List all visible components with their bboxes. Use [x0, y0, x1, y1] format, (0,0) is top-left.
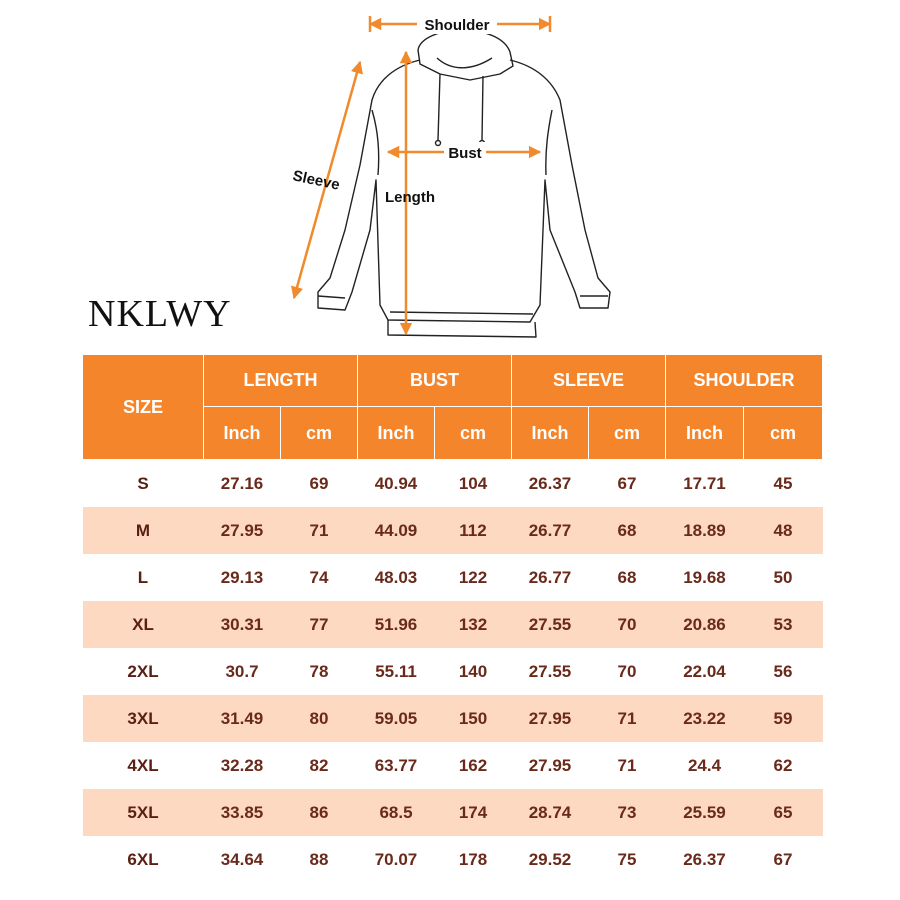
shoulder-inch-cell: 26.37: [666, 836, 744, 883]
length-inch-cell: 34.64: [204, 836, 281, 883]
shoulder-cm-cell: 45: [744, 460, 823, 508]
bust-cm-cell: 174: [435, 789, 512, 836]
sleeve-inch-cell: 27.95: [512, 695, 589, 742]
bust-inch-header: Inch: [358, 407, 435, 460]
size-cell: L: [83, 554, 204, 601]
table-row: [83, 554, 823, 601]
sleeve-cm-cell: 71: [589, 695, 666, 742]
size-cell: 3XL: [83, 695, 204, 742]
sleeve-inch-header: Inch: [512, 407, 589, 460]
table-row: [83, 460, 823, 508]
length-inch-cell: 32.28: [204, 742, 281, 789]
length-inch-cell: 29.13: [204, 554, 281, 601]
table-row: [83, 695, 823, 742]
length-cm-cell: 78: [281, 648, 358, 695]
sleeve-cm-cell: 75: [589, 836, 666, 883]
length-label: Length: [385, 189, 435, 206]
sleeve-cm-cell: 67: [589, 460, 666, 508]
bust-cm-cell: 112: [435, 507, 512, 554]
table-row: [83, 742, 823, 789]
bust-label: Bust: [448, 145, 482, 162]
shoulder-inch-cell: 17.71: [666, 460, 744, 508]
bust-cm-cell: 178: [435, 836, 512, 883]
shoulder-cm-cell: 62: [744, 742, 823, 789]
sleeve-label: Sleeve: [291, 167, 342, 194]
size-column-header: SIZE: [83, 355, 204, 460]
brand-logo-text: NKLWY: [88, 293, 232, 335]
shoulder-inch-header: Inch: [666, 407, 744, 460]
bust-inch-cell: 51.96: [358, 601, 435, 648]
sleeve-cm-cell: 71: [589, 742, 666, 789]
table-row: [83, 601, 823, 648]
length-inch-cell: 27.95: [204, 507, 281, 554]
length-cm-cell: 80: [281, 695, 358, 742]
length-cm-cell: 82: [281, 742, 358, 789]
length-cm-cell: 69: [281, 460, 358, 508]
shoulder-cm-cell: 48: [744, 507, 823, 554]
bust-cm-cell: 132: [435, 601, 512, 648]
shoulder-cm-cell: 50: [744, 554, 823, 601]
size-chart-table: [82, 354, 823, 883]
shoulder-inch-cell: 22.04: [666, 648, 744, 695]
length-inch-cell: 27.16: [204, 460, 281, 508]
shoulder-group-header: SHOULDER: [666, 355, 823, 407]
length-inch-cell: 30.31: [204, 601, 281, 648]
length-inch-cell: 33.85: [204, 789, 281, 836]
sleeve-inch-cell: 26.77: [512, 554, 589, 601]
table-header-group-row: [83, 355, 823, 407]
bust-cm-cell: 104: [435, 460, 512, 508]
length-cm-cell: 71: [281, 507, 358, 554]
sleeve-inch-cell: 27.95: [512, 742, 589, 789]
shoulder-inch-cell: 18.89: [666, 507, 744, 554]
bust-inch-cell: 70.07: [358, 836, 435, 883]
sleeve-group-header: SLEEVE: [512, 355, 666, 407]
shoulder-cm-cell: 65: [744, 789, 823, 836]
bust-group-header: BUST: [358, 355, 512, 407]
shoulder-inch-cell: 25.59: [666, 789, 744, 836]
length-group-header: LENGTH: [204, 355, 358, 407]
sleeve-cm-cell: 70: [589, 601, 666, 648]
length-cm-header: cm: [281, 407, 358, 460]
sleeve-inch-cell: 26.37: [512, 460, 589, 508]
size-cell: 5XL: [83, 789, 204, 836]
size-cell: XL: [83, 601, 204, 648]
hoodie-outline: [318, 30, 610, 337]
size-rows: [83, 460, 823, 884]
sleeve-inch-cell: 29.52: [512, 836, 589, 883]
bust-inch-cell: 55.11: [358, 648, 435, 695]
bust-inch-cell: 68.5: [358, 789, 435, 836]
bust-inch-cell: 40.94: [358, 460, 435, 508]
length-cm-cell: 77: [281, 601, 358, 648]
shoulder-inch-cell: 23.22: [666, 695, 744, 742]
table-row: [83, 507, 823, 554]
sleeve-cm-cell: 68: [589, 554, 666, 601]
size-cell: M: [83, 507, 204, 554]
bust-cm-cell: 140: [435, 648, 512, 695]
length-inch-cell: 31.49: [204, 695, 281, 742]
bust-cm-cell: 162: [435, 742, 512, 789]
size-cell: 4XL: [83, 742, 204, 789]
shoulder-inch-cell: 19.68: [666, 554, 744, 601]
shoulder-inch-cell: 20.86: [666, 601, 744, 648]
bust-inch-cell: 59.05: [358, 695, 435, 742]
length-cm-cell: 86: [281, 789, 358, 836]
length-inch-cell: 30.7: [204, 648, 281, 695]
sleeve-cm-cell: 73: [589, 789, 666, 836]
sleeve-cm-header: cm: [589, 407, 666, 460]
sleeve-inch-cell: 27.55: [512, 601, 589, 648]
table-row: [83, 836, 823, 883]
shoulder-cm-cell: 53: [744, 601, 823, 648]
length-cm-cell: 88: [281, 836, 358, 883]
bust-inch-cell: 63.77: [358, 742, 435, 789]
length-cm-cell: 74: [281, 554, 358, 601]
shoulder-cm-cell: 56: [744, 648, 823, 695]
sleeve-inch-cell: 28.74: [512, 789, 589, 836]
sleeve-inch-cell: 27.55: [512, 648, 589, 695]
size-cell: S: [83, 460, 204, 508]
length-inch-header: Inch: [204, 407, 281, 460]
bust-inch-cell: 48.03: [358, 554, 435, 601]
bust-inch-cell: 44.09: [358, 507, 435, 554]
bust-cm-cell: 150: [435, 695, 512, 742]
shoulder-cm-header: cm: [744, 407, 823, 460]
table-row: [83, 648, 823, 695]
sleeve-inch-cell: 26.77: [512, 507, 589, 554]
bust-cm-header: cm: [435, 407, 512, 460]
size-cell: 2XL: [83, 648, 204, 695]
shoulder-label: Shoulder: [424, 17, 490, 34]
shoulder-cm-cell: 67: [744, 836, 823, 883]
sleeve-cm-cell: 70: [589, 648, 666, 695]
shoulder-inch-cell: 24.4: [666, 742, 744, 789]
shoulder-cm-cell: 59: [744, 695, 823, 742]
sleeve-cm-cell: 68: [589, 507, 666, 554]
table-row: [83, 789, 823, 836]
bust-cm-cell: 122: [435, 554, 512, 601]
size-cell: 6XL: [83, 836, 204, 883]
